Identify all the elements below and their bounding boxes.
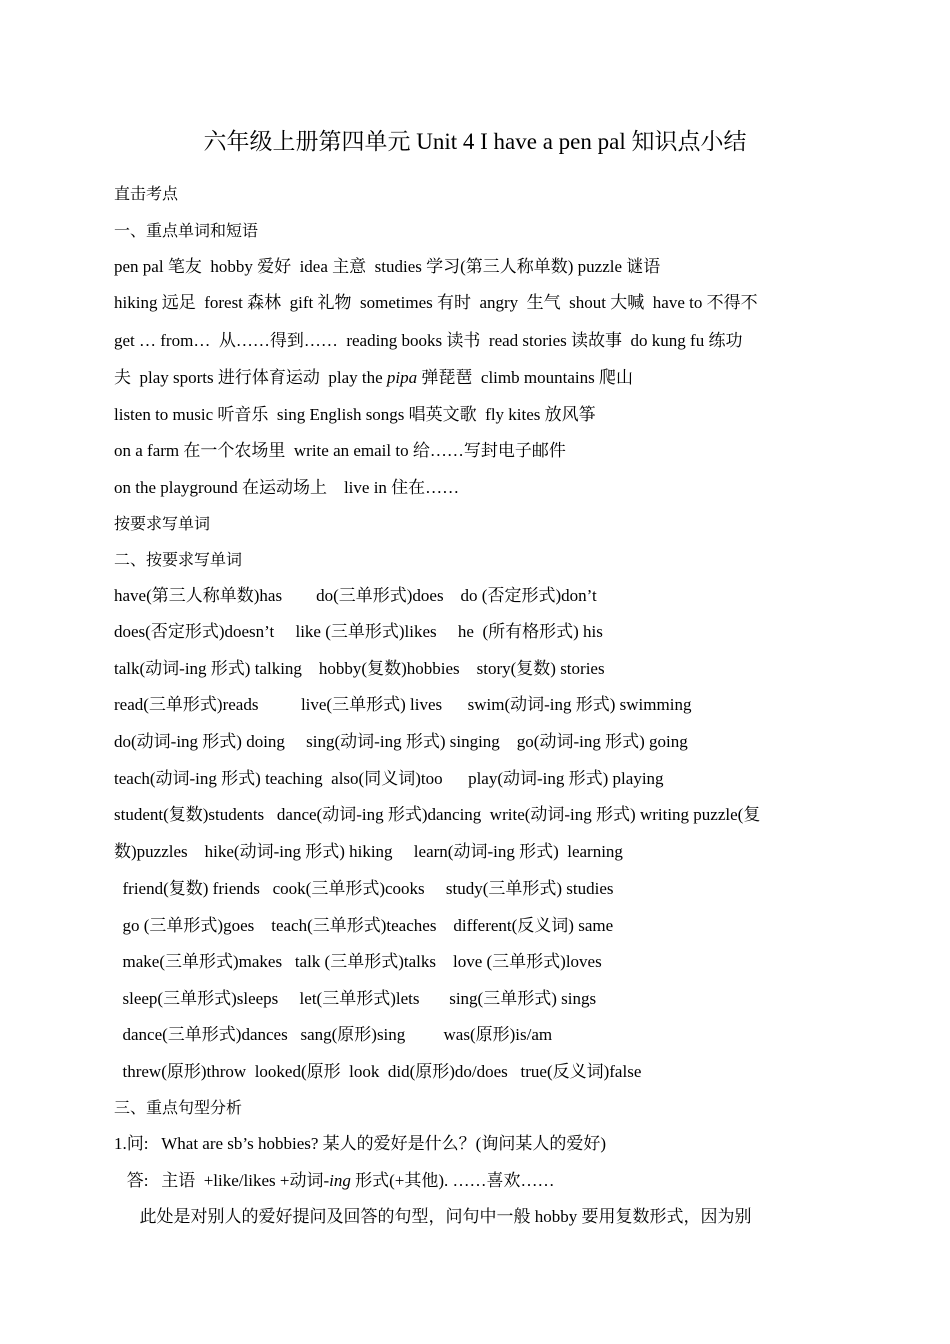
word-form-line: student(复数)students dance(动词-ing 形式)dancing write(动词-ing 形式) writing puzzle(复 <box>114 805 761 824</box>
word-form-line: sleep(三单形式)sleeps let(三单形式)lets sing(三单形式) sings <box>114 989 597 1008</box>
vocab-line: on a farm 在一个农场里 write an email to 给……写封电子邮件 <box>114 441 566 460</box>
note-write-words: 按要求写单词 <box>114 514 211 533</box>
word-form-line: does(否定形式)doesn’t like (三单形式)likes he (所有格形式) his <box>114 622 603 641</box>
answer-italic: ing <box>329 1171 351 1190</box>
word-form-line: teach(动词-ing 形式) teaching also(同义词)too play(动词-ing 形式) playing <box>114 769 664 788</box>
word-form-line: read(三单形式)reads live(三单形式) lives swim(动词-ing 形式) swimming <box>114 695 692 714</box>
section-label-key-points: 直击考点 <box>114 184 179 203</box>
section-heading-sentences: 三、重点句型分析 <box>114 1098 243 1117</box>
word-form-line: have(第三人称单数)has do(三单形式)does do (否定形式)don’t <box>114 586 597 605</box>
vocab-line: hiking 远足 forest 森林 gift 礼物 sometimes 有时 angry 生气 shout 大喊 have to 不得不 <box>114 293 758 312</box>
word-form-line: talk(动词-ing 形式) talking hobby(复数)hobbies story(复数) stories <box>114 659 605 678</box>
word-form-line: 数)puzzles hike(动词-ing 形式) hiking learn(动词-ing 形式) learning <box>114 842 623 861</box>
answer-text: 形式(+其他). ……喜欢…… <box>350 1171 555 1190</box>
vocab-text: 夫 play sports 进行体育运动 play the <box>114 368 387 387</box>
question-line: 1.问: What are sb’s hobbies? 某人的爱好是什么？(询问某人的爱好) <box>114 1134 606 1153</box>
vocab-italic-word: pipa <box>386 368 418 387</box>
word-form-line: dance(三单形式)dances sang(原形)sing was(原形)is/am <box>114 1025 553 1044</box>
answer-text: 答: 主语 +like/likes +动词- <box>114 1171 330 1190</box>
vocab-line: get … from… 从……得到…… reading books 读书 read stories 读故事 do kung fu 练功 <box>114 331 743 350</box>
vocab-line: on the playground 在运动场上 live in 住在…… <box>114 478 460 497</box>
section-heading-vocabulary: 一、重点单词和短语 <box>114 221 259 240</box>
vocab-text: 弹琵琶 climb mountains 爬山 <box>417 368 633 387</box>
explanation-line: 此处是对别人的爱好提问及回答的句型，问句中一般 hobby 要用复数形式，因为别 <box>114 1207 752 1226</box>
word-form-line: go (三单形式)goes teach(三单形式)teaches different(反义词) same <box>114 916 614 935</box>
section-heading-word-forms: 二、按要求写单词 <box>114 550 243 569</box>
word-form-line: threw(原形)throw looked(原形 look did(原形)do/does true(反义词)false <box>114 1062 642 1081</box>
word-form-line: friend(复数) friends cook(三单形式)cooks study(三单形式) studies <box>114 879 614 898</box>
vocab-line: pen pal 笔友 hobby 爱好 idea 主意 studies 学习(第三人称单数) puzzle 谜语 <box>114 257 661 276</box>
answer-line <box>114 1170 555 1192</box>
word-form-line: do(动词-ing 形式) doing sing(动词-ing 形式) singing go(动词-ing 形式) going <box>114 732 688 751</box>
vocab-line: listen to music 听音乐 sing English songs 唱英文歌 fly kites 放风筝 <box>114 405 596 424</box>
word-form-line: make(三单形式)makes talk (三单形式)talks love (三单形式)loves <box>114 952 602 971</box>
vocab-line-pipa <box>114 367 633 389</box>
document-title: 六年级上册第四单元 Unit 4 I have a pen pal 知识点小结 <box>203 129 747 154</box>
